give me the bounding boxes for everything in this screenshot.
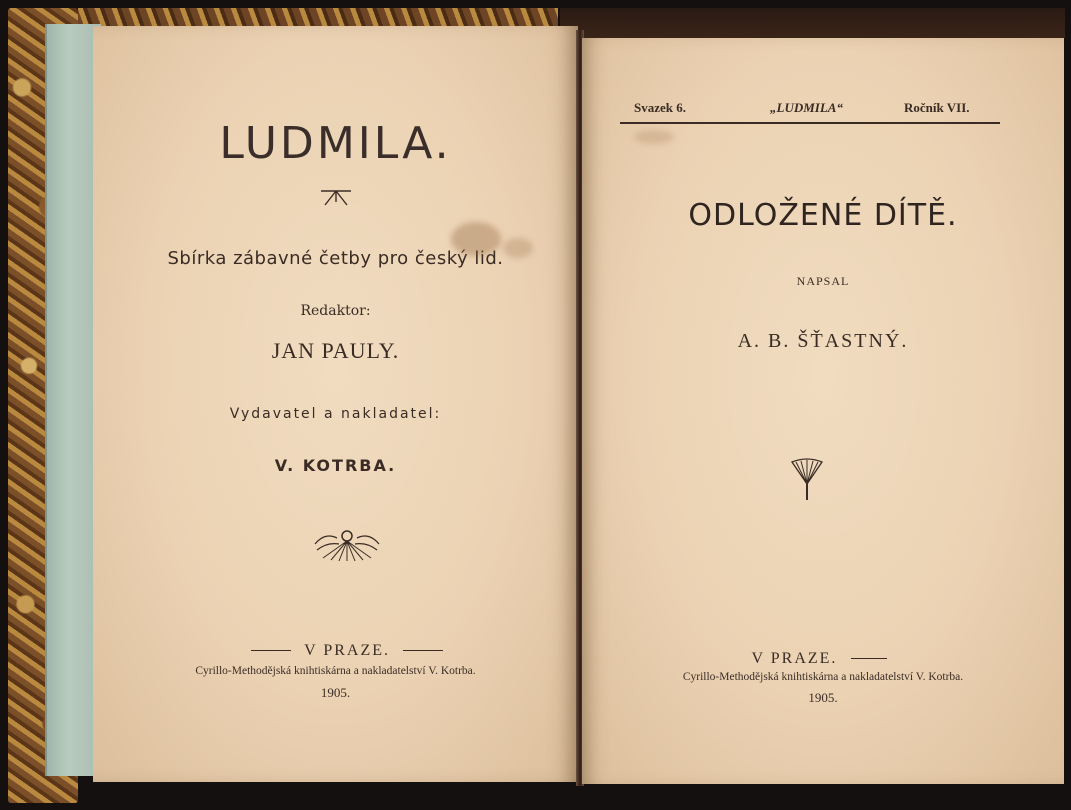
right-page: [582, 38, 1064, 784]
byline-label: NAPSAL: [796, 274, 850, 288]
divider: [251, 650, 291, 651]
place: V PRAZE.: [751, 650, 838, 667]
divider: [851, 658, 887, 659]
series-label: „LUDMILA“: [770, 100, 843, 115]
ornament-icon: [319, 188, 353, 208]
printer-line: Cyrillo-Methodějská knihtiskárna a nakladatelství V. Kotrba.: [195, 665, 476, 677]
story-title: ODLOŽENÉ DÍTĚ.: [688, 198, 958, 233]
publisher-name: V. KOTRBA.: [274, 456, 397, 475]
back-cover-edge: [560, 8, 1065, 38]
sunburst-ornament-icon: [313, 526, 381, 562]
fan-ornament-icon: [790, 458, 824, 502]
publisher-label: Vydavatel a nakladatel:: [229, 406, 442, 422]
place: V PRAZE.: [304, 642, 391, 659]
place-block: [730, 648, 900, 668]
divider: [403, 650, 443, 651]
year: 1905.: [320, 685, 351, 700]
printer-line: Cyrillo-Methodějská knihtiskárna a nakladatelství V. Kotrba.: [682, 671, 964, 683]
header-rule: [620, 122, 1000, 124]
year-of-run-label: Ročník VII.: [904, 100, 970, 115]
left-page: [93, 26, 578, 782]
place-block: [251, 640, 421, 660]
subtitle: Sbírka zábavné četby pro český lid.: [167, 248, 504, 269]
stain: [503, 238, 533, 258]
editor-label: Redaktor:: [300, 303, 371, 319]
stain: [451, 222, 501, 256]
author: A. B. ŠŤASTNÝ.: [737, 330, 909, 352]
page-title: LUDMILA.: [219, 118, 452, 169]
volume-label: Svazek 6.: [634, 100, 686, 115]
stain: [634, 130, 674, 144]
editor-name: JAN PAULY.: [271, 338, 400, 363]
year: 1905.: [808, 690, 838, 705]
